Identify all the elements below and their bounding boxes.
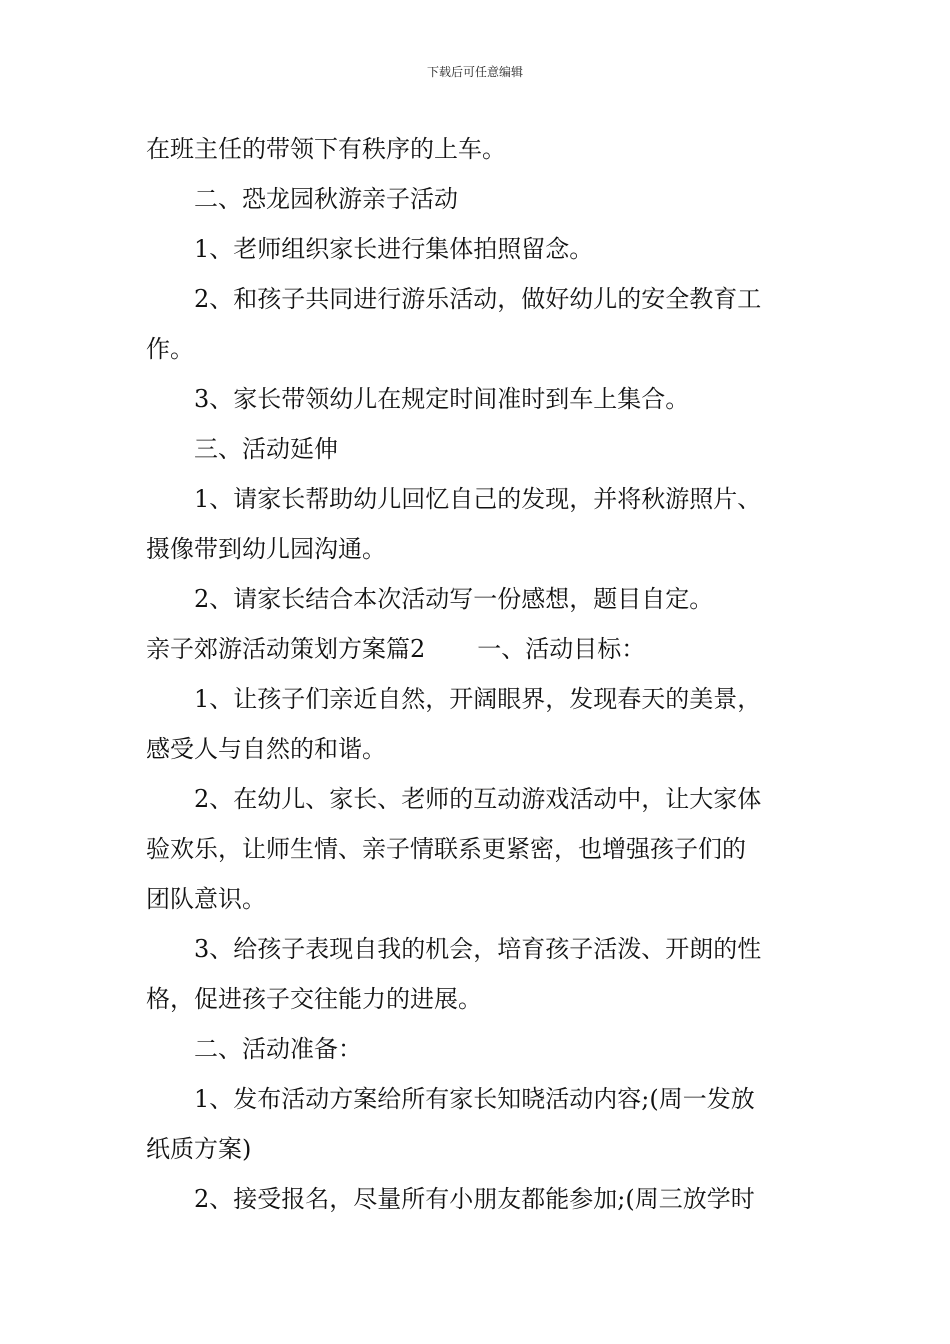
paragraph-line: 3、给孩子表现自我的机会，培育孩子活泼、开朗的性: [194, 935, 762, 963]
paragraph-line: 1、老师组织家长进行集体拍照留念。: [194, 235, 594, 263]
paragraph-line: 格，促进孩子交往能力的进展。: [146, 985, 482, 1013]
paragraph-line: 感受人与自然的和谐。: [146, 735, 386, 763]
paragraph-line: 2、和孩子共同进行游乐活动，做好幼儿的安全教育工: [194, 285, 762, 313]
paragraph-line: 1、请家长帮助幼儿回忆自己的发现，并将秋游照片、: [194, 485, 762, 513]
document-body: [146, 124, 806, 1224]
article-title: 亲子郊游活动策划方案篇2: [146, 635, 426, 663]
paragraph-line: 1、发布活动方案给所有家长知晓活动内容;(周一发放: [194, 1085, 755, 1113]
paragraph-line: 摄像带到幼儿园沟通。: [146, 535, 386, 563]
section-heading: 一、活动目标：: [477, 635, 646, 663]
paragraph-line: 2、在幼儿、家长、老师的互动游戏活动中，让大家体: [194, 785, 762, 813]
paragraph-line: 3、家长带领幼儿在规定时间准时到车上集合。: [194, 385, 690, 413]
section-heading: 三、活动延伸: [194, 435, 338, 463]
paragraph-line: 2、接受报名，尽量所有小朋友都能参加;(周三放学时: [194, 1185, 755, 1213]
paragraph-line: 纸质方案): [146, 1135, 252, 1163]
paragraph-line: 团队意识。: [146, 885, 266, 913]
paragraph-line: 在班主任的带领下有秩序的上车。: [146, 135, 506, 163]
paragraph-line: 验欢乐，让师生情、亲子情联系更紧密，也增强孩子们的: [146, 835, 746, 863]
section-heading: 二、恐龙园秋游亲子活动: [194, 185, 458, 213]
article-title-line: [146, 624, 806, 674]
page-header-note: 下载后可任意编辑: [426, 65, 523, 79]
section-heading: 二、活动准备：: [194, 1035, 362, 1063]
paragraph-line: 作。: [146, 335, 194, 363]
paragraph-line: 2、请家长结合本次活动写一份感想，题目自定。: [194, 585, 714, 613]
paragraph-line: 1、让孩子们亲近自然，开阔眼界，发现春天的美景，: [194, 685, 762, 713]
